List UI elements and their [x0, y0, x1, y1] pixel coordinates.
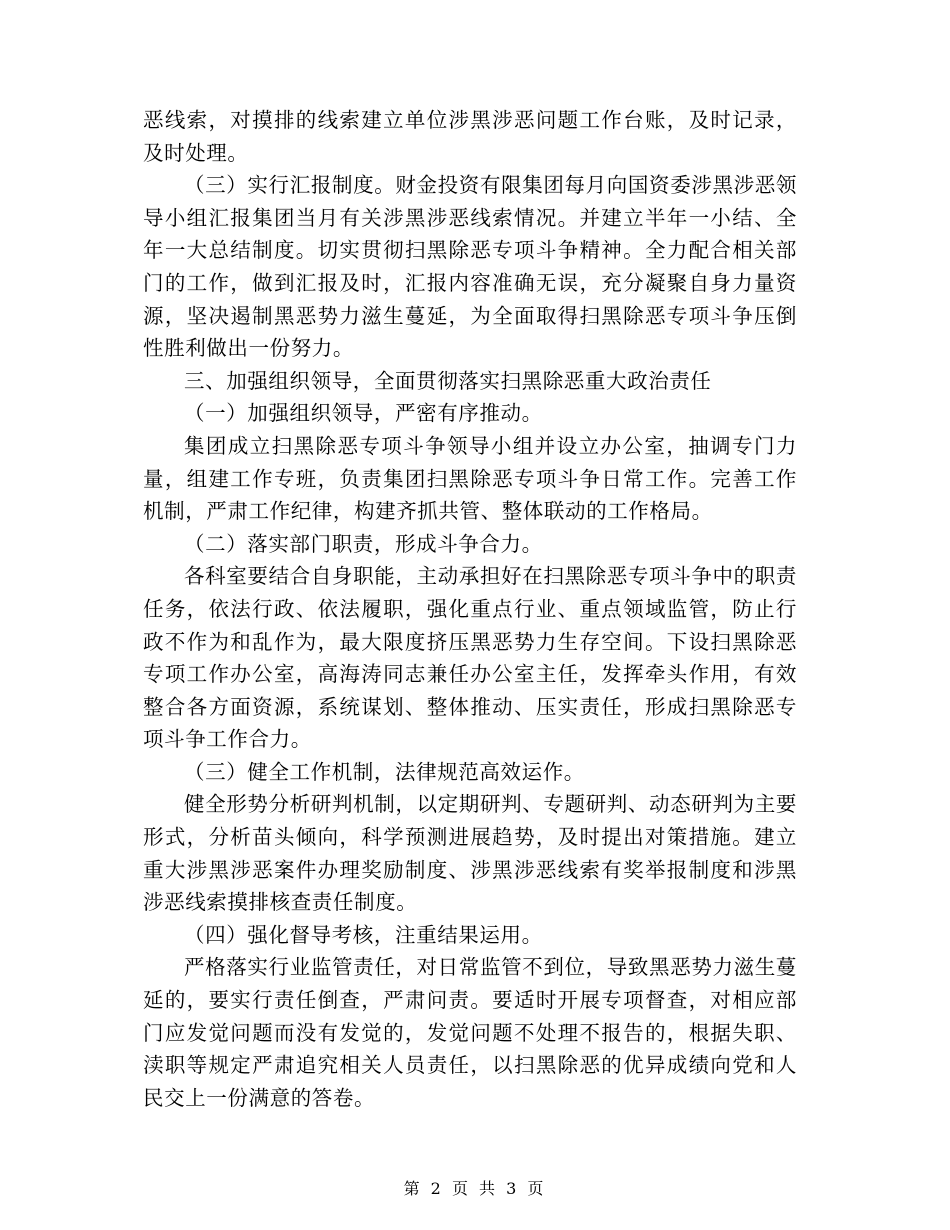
subsection-heading: （二）落实部门职责，形成斗争合力。	[184, 531, 543, 556]
paragraph: 各科室要结合自身职能，主动承担好在扫黑除恶专项斗争中的职责任务，依法行政、依法履职，强化重点行业、重点领域监管，防止行政不作为和乱作为，最大限度挤压黑恶势力生存空间。下设扫黑除恶专项工作办公室，高海涛同志兼任办公室主任，发挥牵头作用，有效整合各方面资源，系统谋划、整体推动、压实责任，形成扫黑除恶专项斗争工作合力。	[143, 564, 797, 752]
section-heading: 三、加强组织领导，全面贯彻落实扫黑除恶重大政治责任	[184, 368, 712, 393]
paragraph: 集团成立扫黑除恶专项斗争领导小组并设立办公室，抽调专门力量，组建工作专班，负责集团扫黑除恶专项斗争日常工作。完善工作机制，严肃工作纪律，构建齐抓共管、整体联动的工作格局。	[143, 433, 797, 524]
subsection-heading: （一）加强组织领导，严密有序推动。	[184, 401, 543, 426]
paragraph: （三）实行汇报制度。财金投资有限集团每月向国资委涉黑涉恶领导小组汇报集团当月有关涉黑涉恶线索情况。并建立半年一小结、全年一大总结制度。切实贯彻扫黑除恶专项斗争精神。全力配合相关部门的工作，做到汇报及时，汇报内容准确无误，充分凝聚自身力量资源，坚决遏制黑恶势力滋生蔓延，为全面取得扫黑除恶专项斗争压倒性胜利做出一份努力。	[143, 173, 797, 361]
subsection-heading: （四）强化督导考核，注重结果运用。	[184, 922, 543, 947]
paragraph: 严格落实行业监管责任，对日常监管不到位，导致黑恶势力滋生蔓延的，要实行责任倒查，严肃问责。要适时开展专项督查，对相应部门应发觉问题而没有发觉的，发觉问题不处理不报告的，根据失职、渎职等规定严肃追究相关人员责任，以扫黑除恶的优异成绩向党和人民交上一份满意的答卷。	[143, 955, 797, 1110]
page-footer: 第 2 页 共 3 页	[403, 1179, 547, 1198]
document-body	[143, 104, 797, 1114]
paragraph: 健全形势分析研判机制，以定期研判、专题研判、动态研判为主要形式，分析苗头倾向，科学预测进展趋势，及时提出对策措施。建立重大涉黑涉恶案件办理奖励制度、涉黑涉恶线索有奖举报制度和涉黑涉恶线索摸排核查责任制度。	[143, 792, 797, 915]
subsection-heading: （三）健全工作机制，法律规范高效运作。	[184, 759, 585, 784]
paragraph: 恶线索，对摸排的线索建立单位涉黑涉恶问题工作台账，及时记录，及时处理。	[143, 108, 797, 165]
